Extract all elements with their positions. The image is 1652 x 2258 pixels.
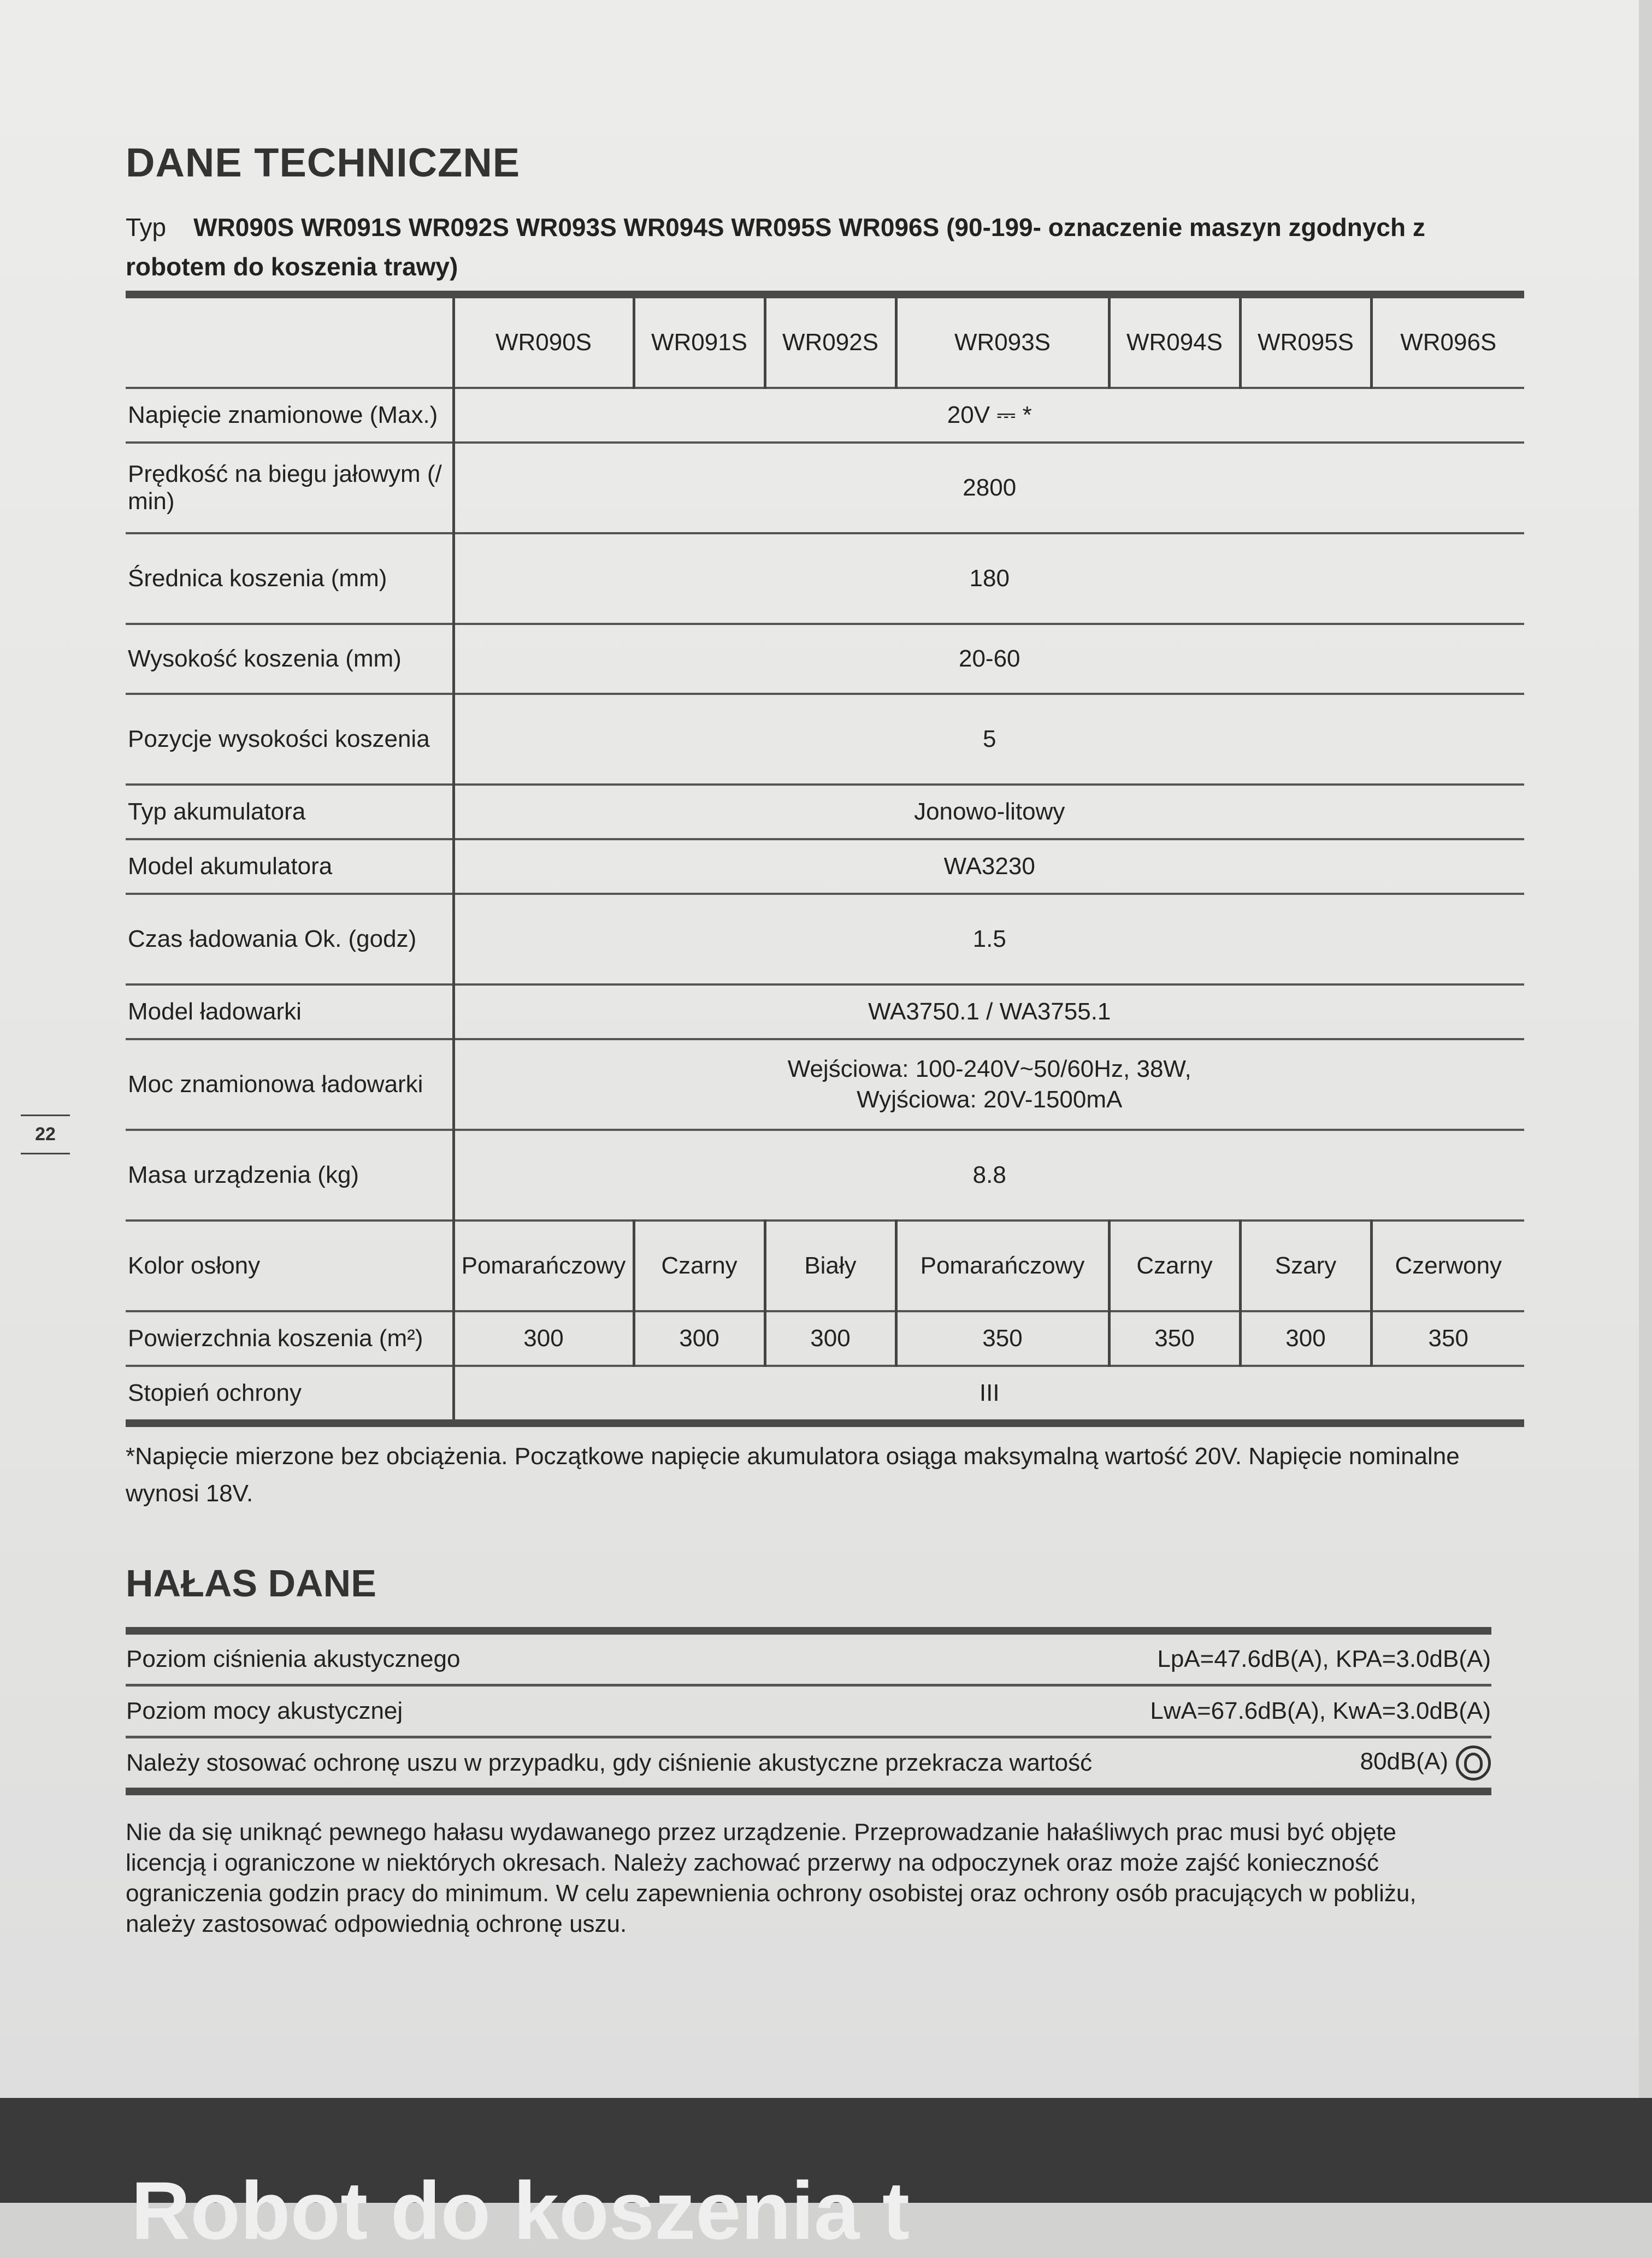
bottom-band	[0, 2098, 1652, 2256]
area-cell: 300	[453, 1311, 634, 1366]
value-voltage: 20V ⎓ *	[453, 388, 1524, 443]
type-models: WR090S WR091S WR092S WR093S WR094S WR095S WR096S (90-199- oznaczenie maszyn zgodnych z robotem do koszenia trawy)	[126, 213, 1425, 281]
header-empty-cell	[126, 294, 453, 388]
row-label-battery-model: Model akumulatora	[126, 839, 453, 894]
charger-output: Wyjściowa: 20V-1500mA	[857, 1086, 1123, 1113]
type-line	[126, 208, 1524, 286]
table-row	[126, 443, 1524, 533]
row-label-idle-speed: Prędkość na biegu jałowym (/ min)	[126, 443, 453, 533]
table-row	[126, 1737, 1491, 1792]
row-label-cut-diameter: Średnica koszenia (mm)	[126, 533, 453, 624]
row-label-color: Kolor osłony	[126, 1221, 453, 1311]
value-charger-model: WA3750.1 / WA3755.1	[453, 984, 1524, 1039]
noise-value: 80dB(A)	[1360, 1748, 1448, 1775]
table-row	[126, 1685, 1491, 1737]
row-label-cut-height: Wysokość koszenia (mm)	[126, 624, 453, 694]
area-cell: 350	[1109, 1311, 1240, 1366]
area-cell: 350	[1371, 1311, 1524, 1366]
row-label-charger-power: Moc znamionowa ładowarki	[126, 1039, 453, 1130]
table-row	[126, 839, 1524, 894]
row-label-area: Powierzchnia koszenia (m²)	[126, 1311, 453, 1366]
table-row	[126, 1366, 1524, 1423]
row-label-mass: Masa urządzenia (kg)	[126, 1130, 453, 1221]
color-cell: Pomarańczowy	[453, 1221, 634, 1311]
ear-protection-icon	[1456, 1746, 1491, 1781]
color-cell: Czarny	[634, 1221, 765, 1311]
content	[126, 139, 1524, 1939]
area-cell: 300	[634, 1311, 765, 1366]
page-number: 22	[21, 1115, 70, 1154]
row-label-charge-time: Czas ładowania Ok. (godz)	[126, 894, 453, 984]
table-row	[126, 1631, 1491, 1685]
value-cut-height: 20-60	[453, 624, 1524, 694]
footnote: *Napięcie mierzone bez obciążenia. Początkowe napięcie akumulatora osiąga maksymalną wartość 20V. Napięcie nominalne wynosi 18V.	[126, 1443, 1460, 1507]
type-label: Typ	[126, 213, 167, 241]
value-charge-time: 1.5	[453, 894, 1524, 984]
model-header: WR093S	[896, 294, 1109, 388]
table-row	[126, 1311, 1524, 1366]
row-label-battery-type: Typ akumulatora	[126, 785, 453, 839]
noise-title: HAŁAS DANE	[126, 1562, 376, 1605]
noise-label: Poziom mocy akustycznej	[126, 1685, 1135, 1737]
noise-label: Poziom ciśnienia akustycznego	[126, 1631, 1135, 1685]
row-label-protection: Stopień ochrony	[126, 1366, 453, 1423]
noise-value: LwA=67.6dB(A), KwA=3.0dB(A)	[1135, 1685, 1491, 1737]
model-header: WR092S	[765, 294, 896, 388]
table-row	[126, 1130, 1524, 1221]
model-header: WR095S	[1240, 294, 1371, 388]
table-row	[126, 533, 1524, 624]
value-mass: 8.8	[453, 1130, 1524, 1221]
color-cell: Czerwony	[1371, 1221, 1524, 1311]
table-row	[126, 785, 1524, 839]
value-charger-power	[453, 1039, 1524, 1130]
table-row	[126, 1039, 1524, 1130]
noise-value: LpA=47.6dB(A), KPA=3.0dB(A)	[1135, 1631, 1491, 1685]
table-row	[126, 1221, 1524, 1311]
row-label-voltage: Napięcie znamionowe (Max.)	[126, 388, 453, 443]
color-cell: Biały	[765, 1221, 896, 1311]
value-height-positions: 5	[453, 694, 1524, 785]
value-battery-model: WA3230	[453, 839, 1524, 894]
spec-title: DANE TECHNICZNE	[126, 140, 521, 185]
noise-paragraph: Nie da się uniknąć pewnego hałasu wydawanego przez urządzenie. Przeprowadzanie hałaśliwych prac musi być objęte licencją i ograniczone w niektórych okresach. Należy zachować przerwy na odpoczynek oraz może zajść konieczność ograniczenia godzin pracy do minimum. W celu zapewnienia ochrony osobistej oraz ochrony osób pracujących w pobliżu, należy zastosować odpowiednią ochronę uszu.	[126, 1819, 1417, 1937]
row-label-charger-model: Model ładowarki	[126, 984, 453, 1039]
table-row	[126, 624, 1524, 694]
charger-input: Wejściowa: 100-240V~50/60Hz, 38W,	[787, 1056, 1191, 1082]
model-header: WR091S	[634, 294, 765, 388]
color-cell: Szary	[1240, 1221, 1371, 1311]
spec-table	[126, 291, 1524, 1427]
value-battery-type: Jonowo-litowy	[453, 785, 1524, 839]
noise-label: Należy stosować ochronę uszu w przypadku, gdy ciśnienie akustyczne przekracza wartość	[126, 1737, 1135, 1792]
area-cell: 300	[765, 1311, 896, 1366]
area-cell: 350	[896, 1311, 1109, 1366]
color-cell: Pomarańczowy	[896, 1221, 1109, 1311]
noise-value-cell	[1135, 1737, 1491, 1792]
value-idle-speed: 2800	[453, 443, 1524, 533]
color-cell: Czarny	[1109, 1221, 1240, 1311]
model-header: WR090S	[453, 294, 634, 388]
table-row	[126, 694, 1524, 785]
row-label-height-positions: Pozycje wysokości koszenia	[126, 694, 453, 785]
value-protection: III	[453, 1366, 1524, 1423]
table-row	[126, 984, 1524, 1039]
table-header-row	[126, 294, 1524, 388]
model-header: WR096S	[1371, 294, 1524, 388]
table-row	[126, 388, 1524, 443]
model-header: WR094S	[1109, 294, 1240, 388]
noise-table	[126, 1627, 1491, 1795]
value-cut-diameter: 180	[453, 533, 1524, 624]
area-cell: 300	[1240, 1311, 1371, 1366]
table-row	[126, 894, 1524, 984]
next-page-title: Robot do koszenia t	[131, 2165, 910, 2256]
